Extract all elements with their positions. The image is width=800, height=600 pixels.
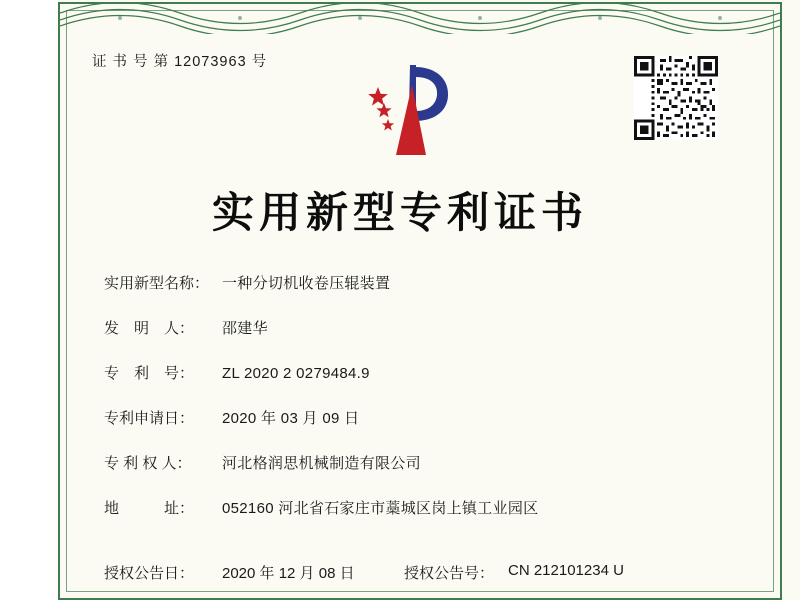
grant-number-value: CN 212101234 U: [508, 562, 624, 579]
field-row-patentee: [104, 452, 710, 473]
field-value: 邵建华: [222, 320, 268, 337]
field-value: 052160 河北省石家庄市藁城区岗上镇工业园区: [222, 500, 539, 517]
field-value: 2020 年 03 月 09 日: [222, 410, 360, 427]
grant-date-value: 2020 年 12 月 08 日: [222, 565, 355, 582]
decorative-top-band: [60, 4, 780, 34]
certificate-fields: [104, 272, 710, 542]
field-value: 一种分切机收卷压辊装置: [222, 275, 391, 292]
field-value: 河北格润思机械制造有限公司: [222, 455, 421, 472]
grant-date-label: 授权公告日：: [104, 565, 195, 582]
left-margin: [0, 0, 60, 600]
field-row-patent-number: [104, 362, 710, 383]
grant-number-label: 授权公告号：: [404, 565, 495, 582]
field-label: 发 明 人：: [104, 320, 195, 337]
field-label: 实用新型名称：: [104, 275, 210, 292]
field-row-inventor: [104, 317, 710, 338]
grant-date-group: [104, 562, 404, 583]
field-row-application-date: [104, 407, 710, 428]
patent-office-logo-icon: [352, 55, 462, 165]
page-title: 实用新型专利证书: [211, 188, 588, 237]
field-row-utility-model-name: [104, 272, 710, 293]
field-label: 专利申请日：: [104, 410, 195, 427]
field-label: 地 址：: [104, 500, 195, 517]
grant-announcement-row: [104, 562, 720, 583]
field-label: 专 利 权 人：: [104, 455, 192, 472]
field-label: 专 利 号：: [104, 365, 195, 382]
grant-number-group: [404, 562, 624, 583]
qr-code-icon: [634, 56, 718, 140]
field-value: ZL 2020 2 0279484.9: [222, 365, 370, 382]
certificate-number: 证 书 号 第 12073963 号: [92, 54, 268, 70]
field-row-address: [104, 497, 710, 518]
